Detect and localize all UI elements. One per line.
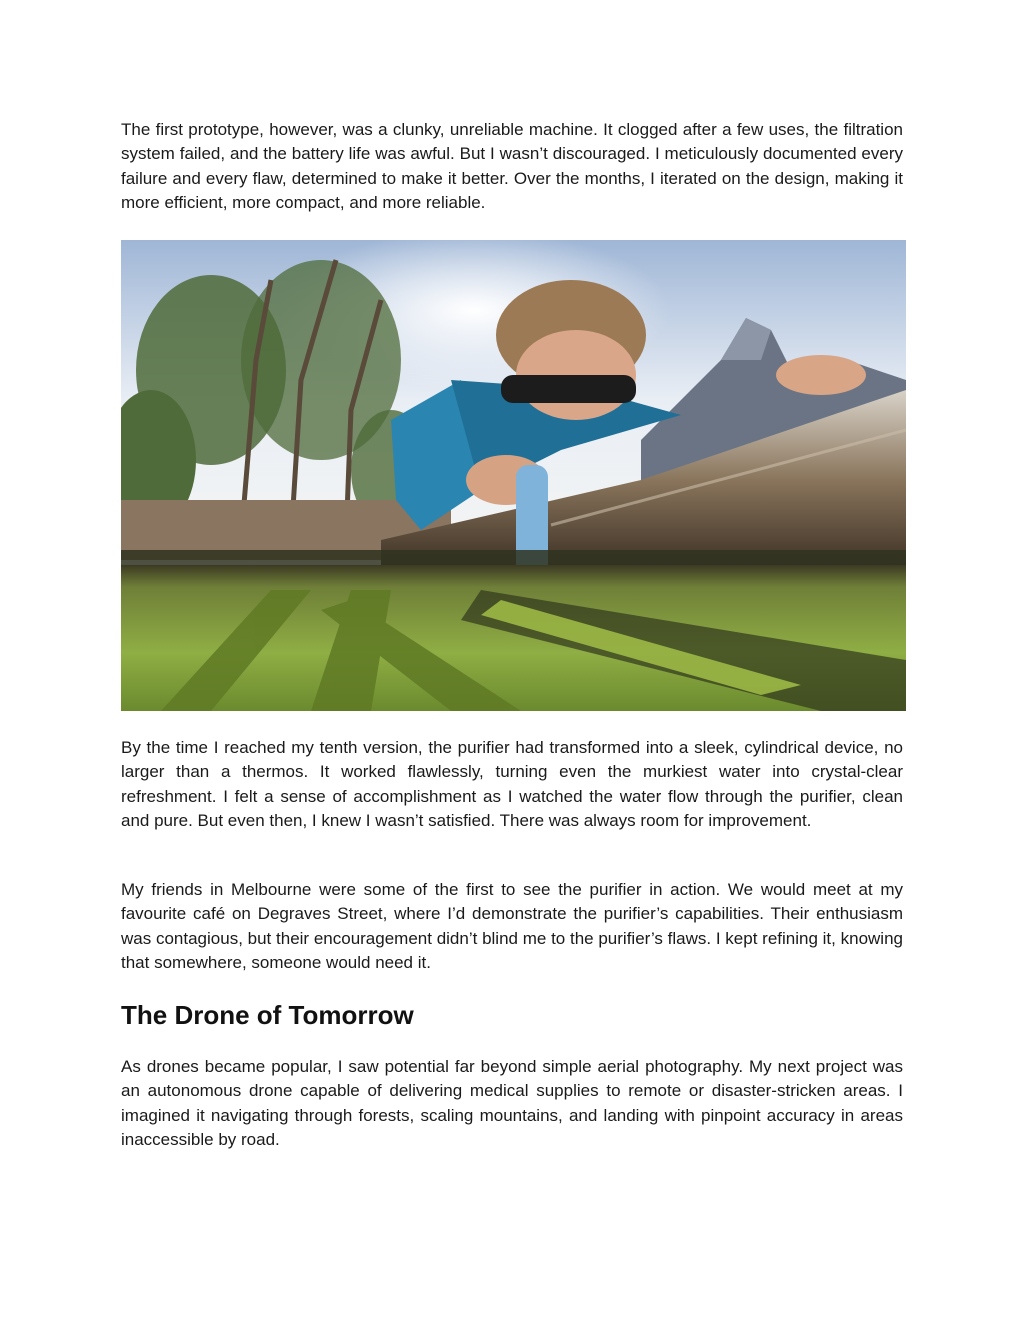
paragraph-tenth-version: By the time I reached my tenth version, the purifier had transformed into a sleek, cylindrical device, no larger than a thermos. It worked flawlessly, turning even the murkiest water into crystal-clear refreshment. I felt a sense of accomplishment as I watched the water flow through the purifier, clean and pure. But even then, I knew I wasn’t satisfied. There was always room for improvement.	[121, 738, 903, 831]
section-heading: The Drone of Tomorrow	[121, 1000, 414, 1030]
paragraph-prototype: The first prototype, however, was a clunky, unreliable machine. It clogged after a few uses, the filtration system failed, and the battery life was awful. But I wasn’t discouraged. I meticulously documented every failure and every flaw, determined to make it better. Over the months, I iterated on the design, making it more efficient, more compact, and more reliable.	[121, 120, 903, 213]
paragraph-melbourne-friends: My friends in Melbourne were some of the first to see the purifier in action. We would meet at my favourite café on Degraves Street, where I’d demonstrate the purifier’s capabilities. Their enthusiasm was contagious, but their encouragement didn’t blind me to the purifier’s flaws. I kept refining it, knowing that somewhere, someone would need it.	[121, 880, 903, 973]
paragraph-drones: As drones became popular, I saw potential far beyond simple aerial photography. My next project was an autonomous drone capable of delivering medical supplies to remote or disaster-stricken areas. I imagined it navigating through forests, scaling mountains, and landing with pinpoint accuracy in areas inaccessible by road.	[121, 1057, 903, 1150]
photo-water-filter	[121, 240, 906, 711]
